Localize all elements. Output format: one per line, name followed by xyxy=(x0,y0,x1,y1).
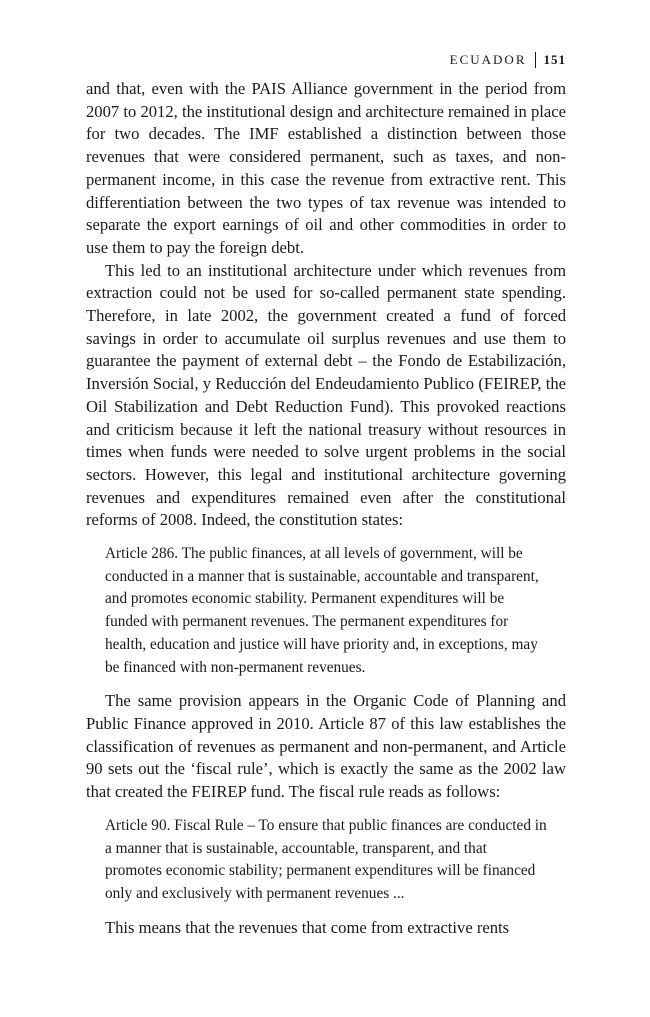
running-head xyxy=(450,52,566,68)
quote-text: Article 90. Fiscal Rule – To ensure that public finances are conducted in a manner that is sustainable, accountable, transparent, and that promotes economic stability; permanent expenditures will be financed only and exclusively with permanent revenues ... xyxy=(105,816,547,902)
block-quote-article-90 xyxy=(105,815,547,906)
paragraph: The same provision appears in the Organic Code of Planning and Public Finance approved in 2010. Article 87 of this law establishes the classification of revenues as permanent and non-permanent, and Article 90 sets out the ‘fiscal rule’, which is exactly the same as the 2002 law that created the FEIREP fund. The fiscal rule reads as follows: xyxy=(86,691,566,802)
paragraph-continued: and that, even with the PAIS Alliance government in the period from 2007 to 2012, the institutional design and architecture remained in place for two decades. The IMF established a distinction between those revenues that were considered permanent, such as taxes, and non-permanent income, in this case the revenue from extractive rent. This differentiation between the two types of tax revenue was intended to separate the export earnings of oil and other commodities in order to use them to pay the foreign debt. xyxy=(86,79,566,257)
page-number: 151 xyxy=(543,52,566,67)
paragraph-truncated: This means that the revenues that come from extractive rents xyxy=(105,917,510,937)
header-divider xyxy=(535,52,536,68)
quote-text: Article 286. The public finances, at all levels of government, will be conducted in a manner that is sustainable, accountable and transparent, and promotes economic stability. Permanent expenditures will be funded with permanent revenues. The permanent expenditures for health, education and justice will have priority and, in exceptions, may be financed with non-permanent revenues. xyxy=(105,545,539,676)
chapter-title: ECUADOR xyxy=(449,52,527,67)
body-text xyxy=(86,78,566,939)
block-quote-article-286 xyxy=(105,543,547,679)
paragraph: This led to an institutional architecture under which revenues from extraction could not be used for so-called permanent state spending. Therefore, in late 2002, the government created a fund of forced savings in order to accumulate oil surplus revenues and use them to guarantee the payment of external debt – the Fondo de Estabilización, Inversión Social, y Reducción del Endeudamiento Publico (FEIREP, the Oil Stabilization and Debt Reduction Fund). This provoked reactions and criticism because it left the national treasury without resources in times when funds were needed to solve urgent problems in the social sectors. However, this legal and institutional architecture governing revenues and expenditures remained even after the constitutional reforms of 2008. Indeed, the constitution states: xyxy=(86,260,566,530)
